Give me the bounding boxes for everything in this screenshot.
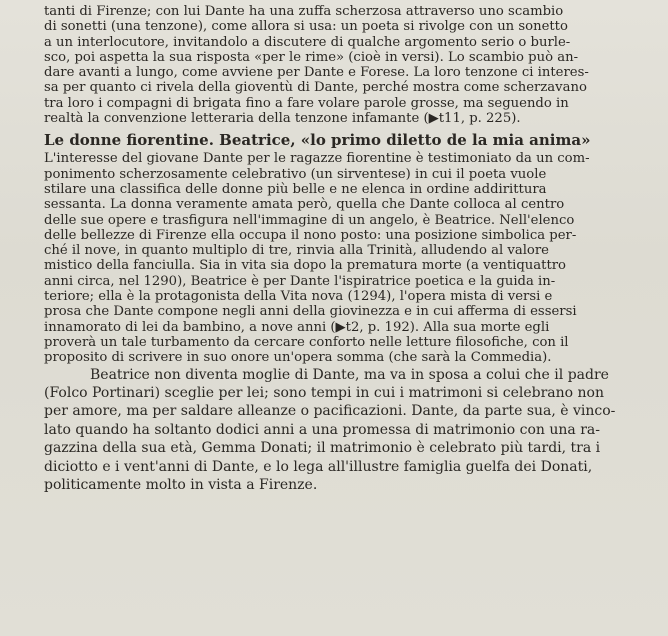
text-line: Beatrice non diventa moglie di Dante, ma va in sposa a colui che il padre bbox=[90, 366, 609, 383]
text-line: ché il nove, in quanto multiplo di tre, rinvia alla Trinità, alludendo al valore bbox=[44, 243, 549, 259]
text-line: dare avanti a lungo, come avviene per Dante e Forese. La loro tenzone ci interes- bbox=[44, 65, 589, 81]
text-line: delle sue opere e trasfigura nell'immagine di un angelo, è Beatrice. Nell'elenco bbox=[44, 212, 575, 228]
paragraph-beatrice bbox=[44, 151, 654, 365]
text-line: delle bellezze di Firenze ella occupa il nono posto: una posizione simbolica per- bbox=[44, 227, 577, 243]
text-line: mistico della fanciulla. Sia in vita sia dopo la prematura morte (a ventiquattro bbox=[44, 258, 566, 274]
text-line: innamorato di lei da bambino, a nove anni (▶t2, p. 192). Alla sua morte egli bbox=[44, 319, 550, 335]
text-line: tanti di Firenze; con lui Dante ha una zuffa scherzosa attraverso uno scambio bbox=[44, 4, 564, 19]
text-line: a un interlocutore, invitandolo a discutere di qualche argomento serio o burle- bbox=[44, 34, 571, 50]
text-line: politicamente molto in vista a Firenze. bbox=[44, 476, 318, 493]
text-line: diciotto e i vent'anni di Dante, e lo lega all'illustre famiglia guelfa dei Donati, bbox=[44, 458, 593, 475]
text-line: anni circa, nel 1290), Beatrice è per Dante l'ispiratrice poetica e la guida in- bbox=[44, 273, 556, 289]
text-line: per amore, ma per saldare alleanze o pacificazioni. Dante, da parte sua, è vinco- bbox=[44, 403, 616, 420]
paragraph-matrimonio bbox=[44, 366, 654, 495]
text-line: proposito di scrivere in suo onore un'opera somma (che sarà la Commedia). bbox=[44, 350, 552, 366]
text-line: (Folco Portinari) sceglie per lei; sono tempi in cui i matrimoni si celebrano non bbox=[44, 384, 604, 401]
text-line: sa per quanto ci rivela della gioventù di Dante, perché mostra come scherzavano bbox=[44, 80, 587, 96]
text-line: proverà un tale turbamento da cercare conforto nelle letture filosofiche, con il bbox=[44, 334, 569, 350]
text-line: stilare una classifica delle donne più belle e ne elenca in ordine addirittura bbox=[44, 181, 547, 197]
text-line: prosa che Dante compone negli anni della giovinezza e in cui afferma di essersi bbox=[44, 304, 577, 320]
text-line: L'interesse del giovane Dante per le ragazze fiorentine è testimoniato da un com- bbox=[44, 151, 590, 167]
page-text bbox=[44, 4, 654, 494]
text-line: gazzina della sua età, Gemma Donati; il matrimonio è celebrato più tardi, tra i bbox=[44, 440, 601, 457]
text-line: realtà la convenzione letteraria della tenzone infamante (▶t11, p. 225). bbox=[44, 111, 521, 127]
text-line: teriore; ella è la protagonista della Vita nova (1294), l'opera mista di versi e bbox=[44, 289, 553, 305]
text-line: lato quando ha soltanto dodici anni a una promessa di matrimonio con una ra- bbox=[44, 421, 600, 438]
text-line: ponimento scherzosamente celebrativo (un sirventese) in cui il poeta vuole bbox=[44, 166, 547, 182]
paragraph-tenzone bbox=[44, 4, 654, 126]
section-title: Le donne fiorentine. Beatrice, «lo primo diletto de la mia anima» bbox=[44, 131, 591, 150]
text-line: tra loro i compagni di brigata fino a fare volare parole grosse, ma seguendo in bbox=[44, 95, 569, 111]
text-line: sessanta. La donna veramente amata però, quella che Dante colloca al centro bbox=[44, 197, 565, 213]
text-line: di sonetti (una tenzone), come allora si usa: un poeta si rivolge con un sonetto bbox=[44, 19, 568, 35]
text-line: sco, poi aspetta la sua risposta «per le rime» (cioè in versi). Lo scambio può an- bbox=[44, 49, 579, 65]
